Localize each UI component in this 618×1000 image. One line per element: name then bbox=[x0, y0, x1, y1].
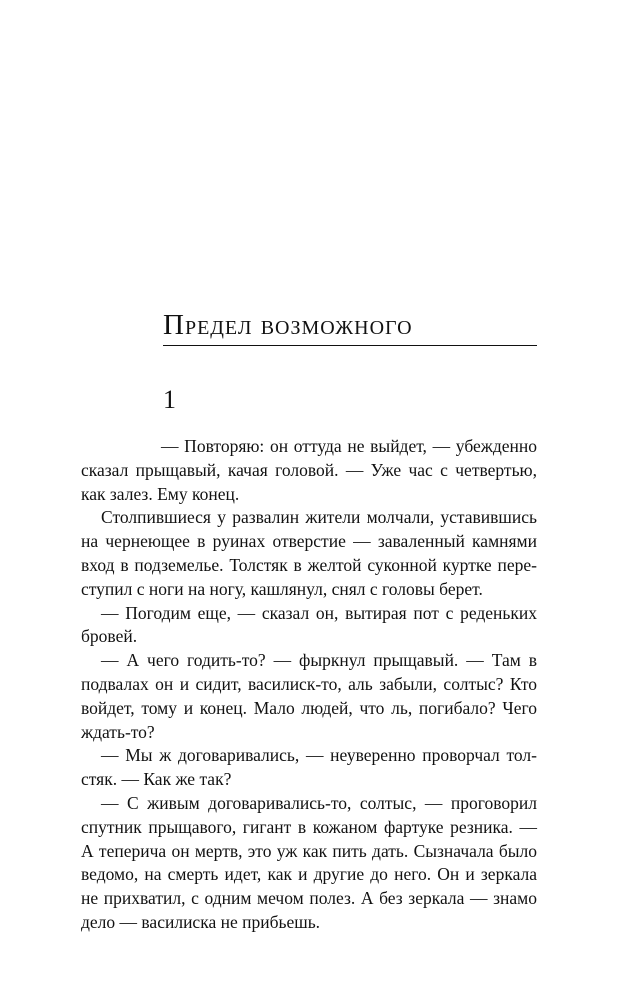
paragraph-4: — А чего годить-то? — фыркнул прыщавый. — Там в подвалах он и сидит, василиск-то, аль забыли, солтыс? Кто войдет, тому и конец. Мало людей, что ль, погибало? Чего ждать-то? bbox=[81, 650, 537, 742]
paragraph-2: Столпившиеся у развалин жители молчали, уставившись на чернеющее в руинах отверстие — заваленный камнями вход в подземелье. Толстяк в желтой суконной куртке переступил с ноги на ногу, кашлянул, снял с головы берет. bbox=[81, 507, 537, 599]
paragraph-6: — С живым договаривались-то, солтыс, — проговорил спутник прыщавого, гигант в кожаном фартуке резника. — А теперича он мертв, это уж как пить дать. Сызначала было ведомо, на смерть идет, как и другие до него. Он и зеркала не прихватил, с одним мечом полез. А без зеркала — знамо дело — василиска не прибьешь. bbox=[81, 792, 537, 932]
title-divider bbox=[163, 345, 537, 346]
chapter-title: Предел возможного bbox=[163, 309, 413, 341]
body-text bbox=[81, 435, 537, 935]
paragraph-1: — Повторяю: он оттуда не выйдет, — убежденно сказал прыщавый, качая головой. — Уже час с четвертью, как залез. Ему конец. bbox=[81, 436, 537, 504]
paragraph-3: — Погодим еще, — сказал он, вытирая пот с реденьких бровей. bbox=[81, 602, 537, 647]
paragraph-5: — Мы ж договаривались, — неуверенно проворчал толстяк. — Как же так? bbox=[81, 745, 537, 790]
chapter-number: 1 bbox=[163, 385, 176, 414]
